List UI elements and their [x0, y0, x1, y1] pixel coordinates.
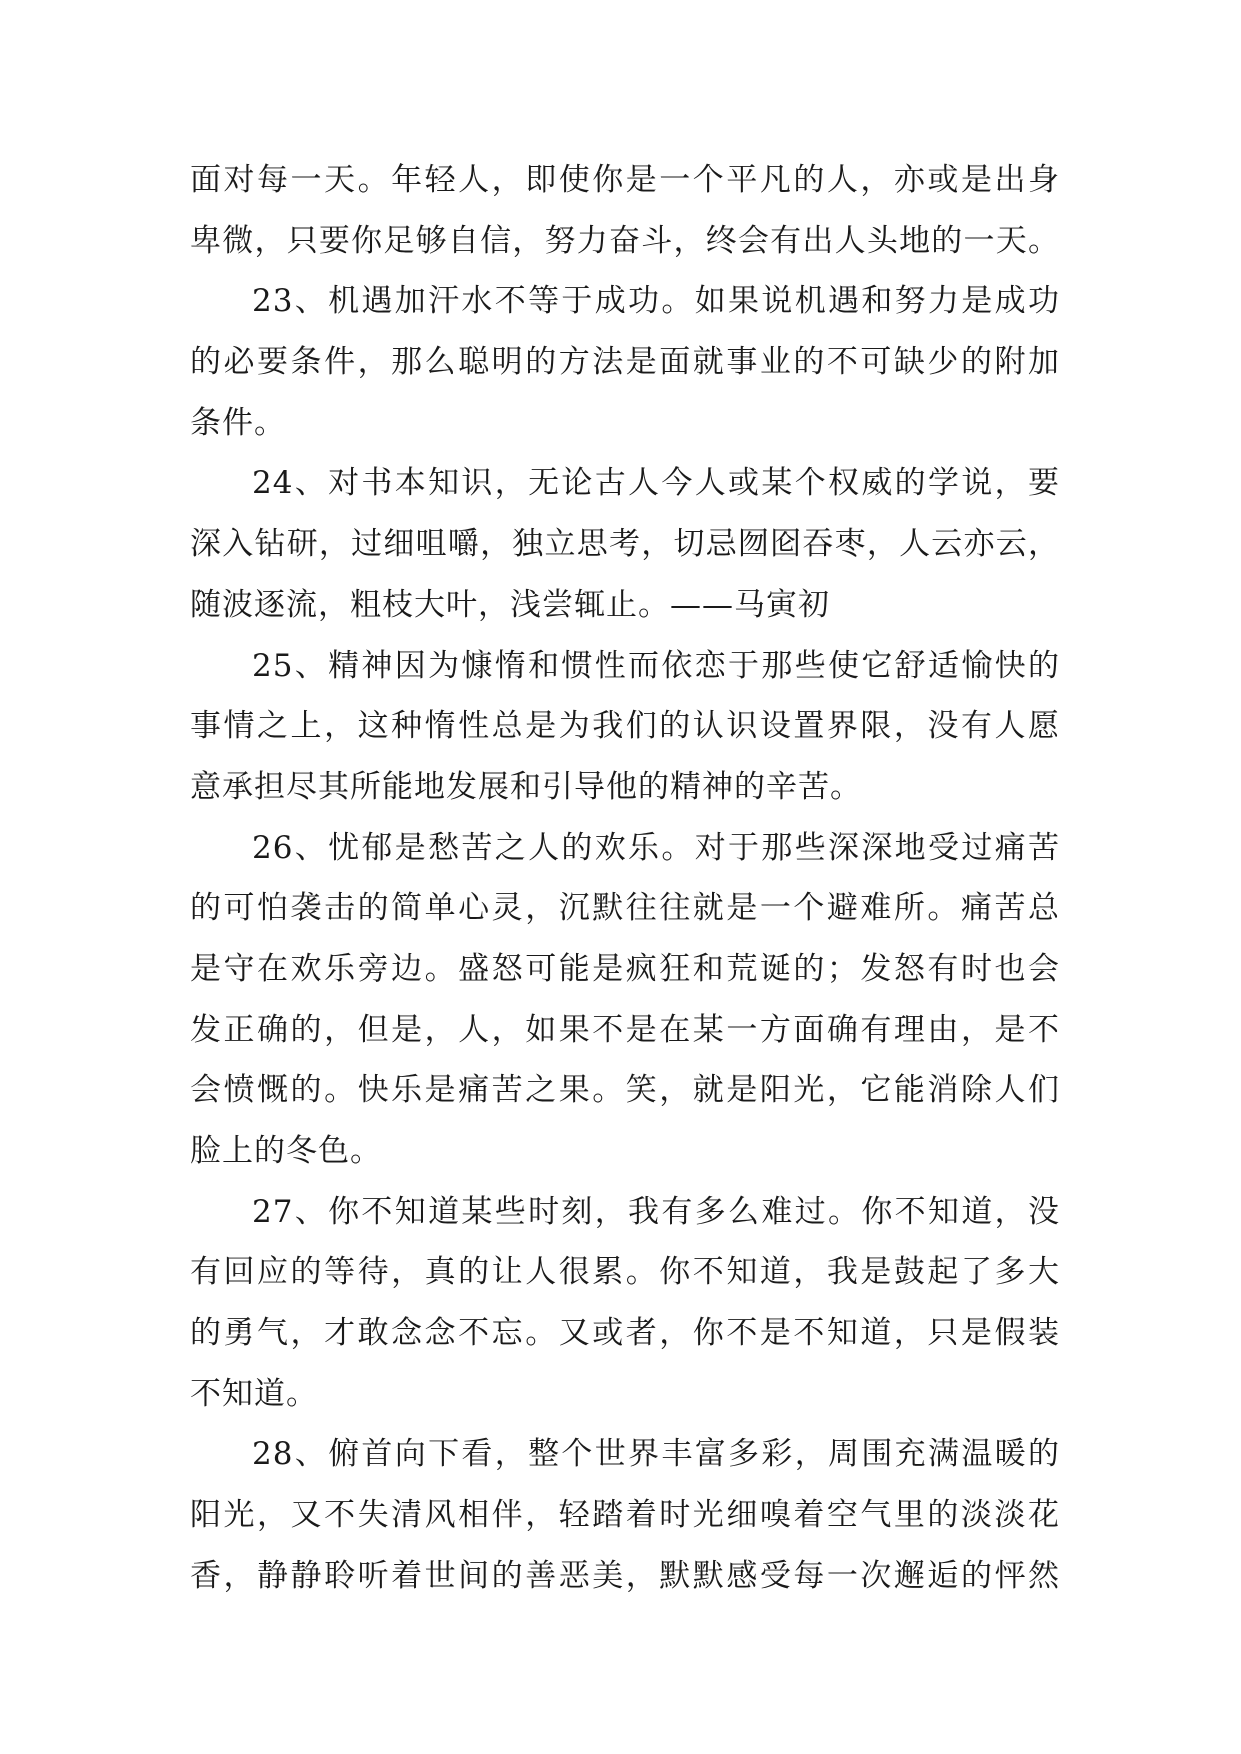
text-line: 意承担尽其所能地发展和引导他的精神的辛苦。	[190, 768, 862, 805]
text-line: 的勇气，才敢念念不忘。又或者，你不是不知道，只是假装	[190, 1315, 1060, 1352]
text-line: 阳光，又不失清风相伴，轻踏着时光细嗅着空气里的淡淡花	[190, 1497, 1060, 1534]
text-line: 脸上的冬色。	[190, 1133, 382, 1169]
text-line: 28、俯首向下看，整个世界丰富多彩，周围充满温暖的	[252, 1436, 1060, 1473]
text-line: 25、精神因为慷惰和惯性而依恋于那些使它舒适愉快的	[252, 647, 1060, 684]
text-line: 的可怕袭击的简单心灵，沉默往往就是一个避难所。痛苦总	[190, 890, 1060, 927]
text-line: 24、对书本知识，无论古人今人或某个权威的学说，要	[252, 465, 1060, 502]
text-line: 会愤慨的。快乐是痛苦之果。笑，就是阳光，它能消除人们	[190, 1072, 1060, 1109]
text-line: 条件。	[190, 404, 286, 441]
text-line: 香，静静聆听着世间的善恶美，默默感受每一次邂逅的怦然	[190, 1557, 1060, 1594]
text-line: 卑微，只要你足够自信，努力奋斗，终会有出人头地的一天。	[190, 222, 1060, 259]
text-line: 随波逐流，粗枝大叶，浅尝辄止。——马寅初	[190, 586, 830, 623]
text-line: 发正确的，但是，人，如果不是在某一方面确有理由，是不	[190, 1011, 1060, 1048]
text-line: 是守在欢乐旁边。盛怒可能是疯狂和荒诞的；发怒有时也会	[190, 950, 1060, 987]
text-line: 27、你不知道某些时刻，我有多么难过。你不知道，没	[252, 1193, 1060, 1230]
document-page	[190, 150, 1060, 1607]
text-line: 深入钻研，过细咀嚼，独立思考，切忌囫囵吞枣，人云亦云，	[190, 526, 1060, 563]
text-line: 有回应的等待，真的让人很累。你不知道，我是鼓起了多大	[190, 1254, 1060, 1291]
text-line: 不知道。	[190, 1375, 318, 1412]
text-line: 23、机遇加汗水不等于成功。如果说机遇和努力是成功	[252, 283, 1060, 320]
text-line: 的必要条件，那么聪明的方法是面就事业的不可缺少的附加	[190, 344, 1060, 381]
text-line: 26、忧郁是愁苦之人的欢乐。对于那些深深地受过痛苦	[252, 829, 1060, 866]
text-line: 面对每一天。年轻人，即使你是一个平凡的人，亦或是出身	[190, 162, 1060, 198]
text-line: 事情之上，这种惰性总是为我们的认识设置界限，没有人愿	[190, 708, 1060, 745]
